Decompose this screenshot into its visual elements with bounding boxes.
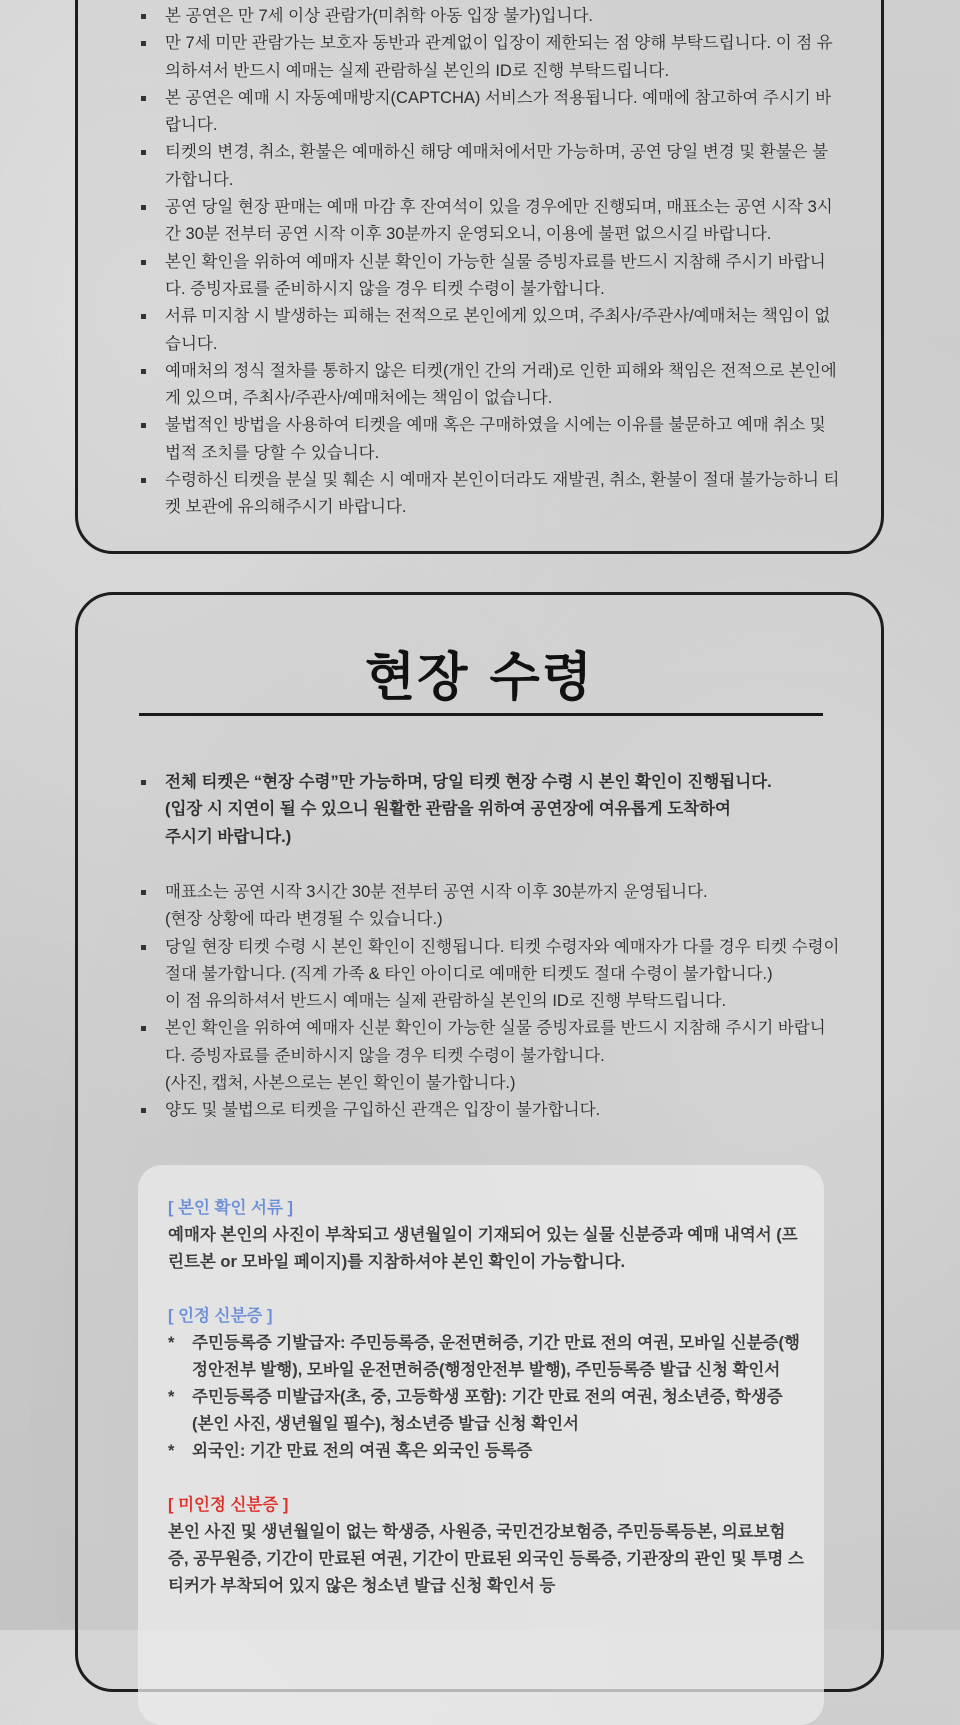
title-divider bbox=[139, 713, 823, 716]
list-item: 본 공연은 예매 시 자동예매방지(CAPTCHA) 서비스가 적용됩니다. 예매에 참고하여 주시기 바랍니다. bbox=[78, 85, 881, 140]
pickup-lead bbox=[78, 769, 881, 851]
list-item: 서류 미지참 시 발생하는 피해는 전적으로 본인에게 있으며, 주최사/주관사/예매처는 책임이 없습니다. bbox=[78, 303, 881, 358]
pickup-notes bbox=[78, 879, 881, 1125]
id-requirements-box bbox=[138, 1165, 824, 1725]
list-item-note: 이 점 유의하셔서 반드시 예매는 실제 관람하실 본인의 ID로 진행 부탁드립니다. bbox=[165, 992, 727, 1011]
list-item: 양도 및 불법으로 티켓을 구입하신 관객은 입장이 불가합니다. bbox=[78, 1097, 881, 1124]
list-item: 예매처의 정식 절차를 통하지 않은 티켓(개인 간의 거래)로 인한 피해와 책임은 전적으로 본인에게 있으며, 주최사/주관사/예매처에는 책임이 없습니다. bbox=[78, 358, 881, 413]
lead-text: 주시기 바랍니다.) bbox=[165, 827, 292, 846]
invalid-id-heading: [ 미인정 신분증 ] bbox=[168, 1496, 289, 1514]
list-item: 만 7세 미만 관람가는 보호자 동반과 관계없이 입장이 제한되는 점 양해 부탁드립니다. 이 점 유의하셔서 반드시 예매는 실제 관람하실 본인의 ID로 진행 부탁드립니다. bbox=[78, 30, 881, 85]
list-item-note: (현장 상황에 따라 변경될 수 있습니다.) bbox=[165, 910, 443, 929]
precautions-list bbox=[78, 3, 881, 522]
pickup-card bbox=[75, 592, 884, 1692]
list-item: * 외국인: 기간 만료 전의 여권 혹은 외국인 등록증 bbox=[168, 1438, 804, 1465]
docs-heading: [ 본인 확인 서류 ] bbox=[168, 1199, 293, 1217]
list-item-note: (사진, 캡처, 사본으로는 본인 확인이 불가합니다.) bbox=[165, 1074, 516, 1093]
list-item: 본 공연은 만 7세 이상 관람가(미취학 아동 입장 불가)입니다. bbox=[78, 3, 881, 30]
lead-text: 전체 티켓은 “현장 수령”만 가능하며, 당일 티켓 현장 수령 시 본인 확인이 진행됩니다. bbox=[78, 769, 881, 796]
list-item: 당일 현장 티켓 수령 시 본인 확인이 진행됩니다. 티켓 수령자와 예매자가 다를 경우 티켓 수령이 절대 불가합니다. (직계 가족 & 타인 아이디로 예매한 티켓도 절대 수령이 불가합니다.) bbox=[78, 934, 881, 989]
list-item: 수령하신 티켓을 분실 및 훼손 시 예매자 본인이더라도 재발권, 취소, 환불이 절대 불가능하니 티켓 보관에 유의해주시기 바랍니다. bbox=[78, 467, 881, 522]
list-item: * 주민등록증 기발급자: 주민등록증, 운전면허증, 기간 만료 전의 여권, 모바일 신분증(행정안전부 발행), 모바일 운전면허증(행정안전부 발행), 주민등록증 발급 신청 확인서 bbox=[168, 1330, 804, 1384]
list-item: 공연 당일 현장 판매는 예매 마감 후 잔여석이 있을 경우에만 진행되며, 매표소는 공연 시작 3시간 30분 전부터 공연 시작 이후 30분까지 운영되오니, 이용에 불편 없으시길 바랍니다. bbox=[78, 194, 881, 249]
list-item: 매표소는 공연 시작 3시간 30분 전부터 공연 시작 이후 30분까지 운영됩니다. bbox=[78, 879, 881, 906]
valid-id-list bbox=[168, 1330, 804, 1465]
invalid-id-text: 본인 사진 및 생년월일이 없는 학생증, 사원증, 국민건강보험증, 주민등록등본, 의료보험증, 공무원증, 기간이 만료된 여권, 기간이 만료된 외국인 등록증, 기관장의 관인 및 투명 스티커가 부착되어 있지 않은 청소년 발급 신청 확인서 등 bbox=[168, 1523, 804, 1595]
list-item: 본인 확인을 위하여 예매자 신분 확인이 가능한 실물 증빙자료를 반드시 지참해 주시기 바랍니다. 증빙자료를 준비하시지 않을 경우 티켓 수령이 불가합니다. bbox=[78, 249, 881, 304]
section-title: 현장 수령 bbox=[364, 648, 595, 708]
list-item: 본인 확인을 위하여 예매자 신분 확인이 가능한 실물 증빙자료를 반드시 지참해 주시기 바랍니다. 증빙자료를 준비하시지 않을 경우 티켓 수령이 불가합니다. bbox=[78, 1015, 881, 1070]
list-item: 티켓의 변경, 취소, 환불은 예매하신 해당 예매처에서만 가능하며, 공연 당일 변경 및 환불은 불가합니다. bbox=[78, 139, 881, 194]
list-item: 불법적인 방법을 사용하여 티켓을 예매 혹은 구매하였을 시에는 이유를 불문하고 예매 취소 및 법적 조치를 당할 수 있습니다. bbox=[78, 412, 881, 467]
valid-id-heading: [ 인정 신분증 ] bbox=[168, 1307, 273, 1325]
precautions-card bbox=[75, 0, 884, 554]
list-item: * 주민등록증 미발급자(초, 중, 고등학생 포함): 기간 만료 전의 여권, 청소년증, 학생증(본인 사진, 생년월일 필수), 청소년증 발급 신청 확인서 bbox=[168, 1384, 804, 1438]
docs-text: 예매자 본인의 사진이 부착되고 생년월일이 기재되어 있는 실물 신분증과 예매 내역서 (프린트본 or 모바일 페이지)를 지참하셔야 본인 확인이 가능합니다. bbox=[168, 1226, 798, 1271]
lead-text: (입장 시 지연이 될 수 있으니 원활한 관람을 위하여 공연장에 여유롭게 도착하여 bbox=[165, 800, 731, 819]
